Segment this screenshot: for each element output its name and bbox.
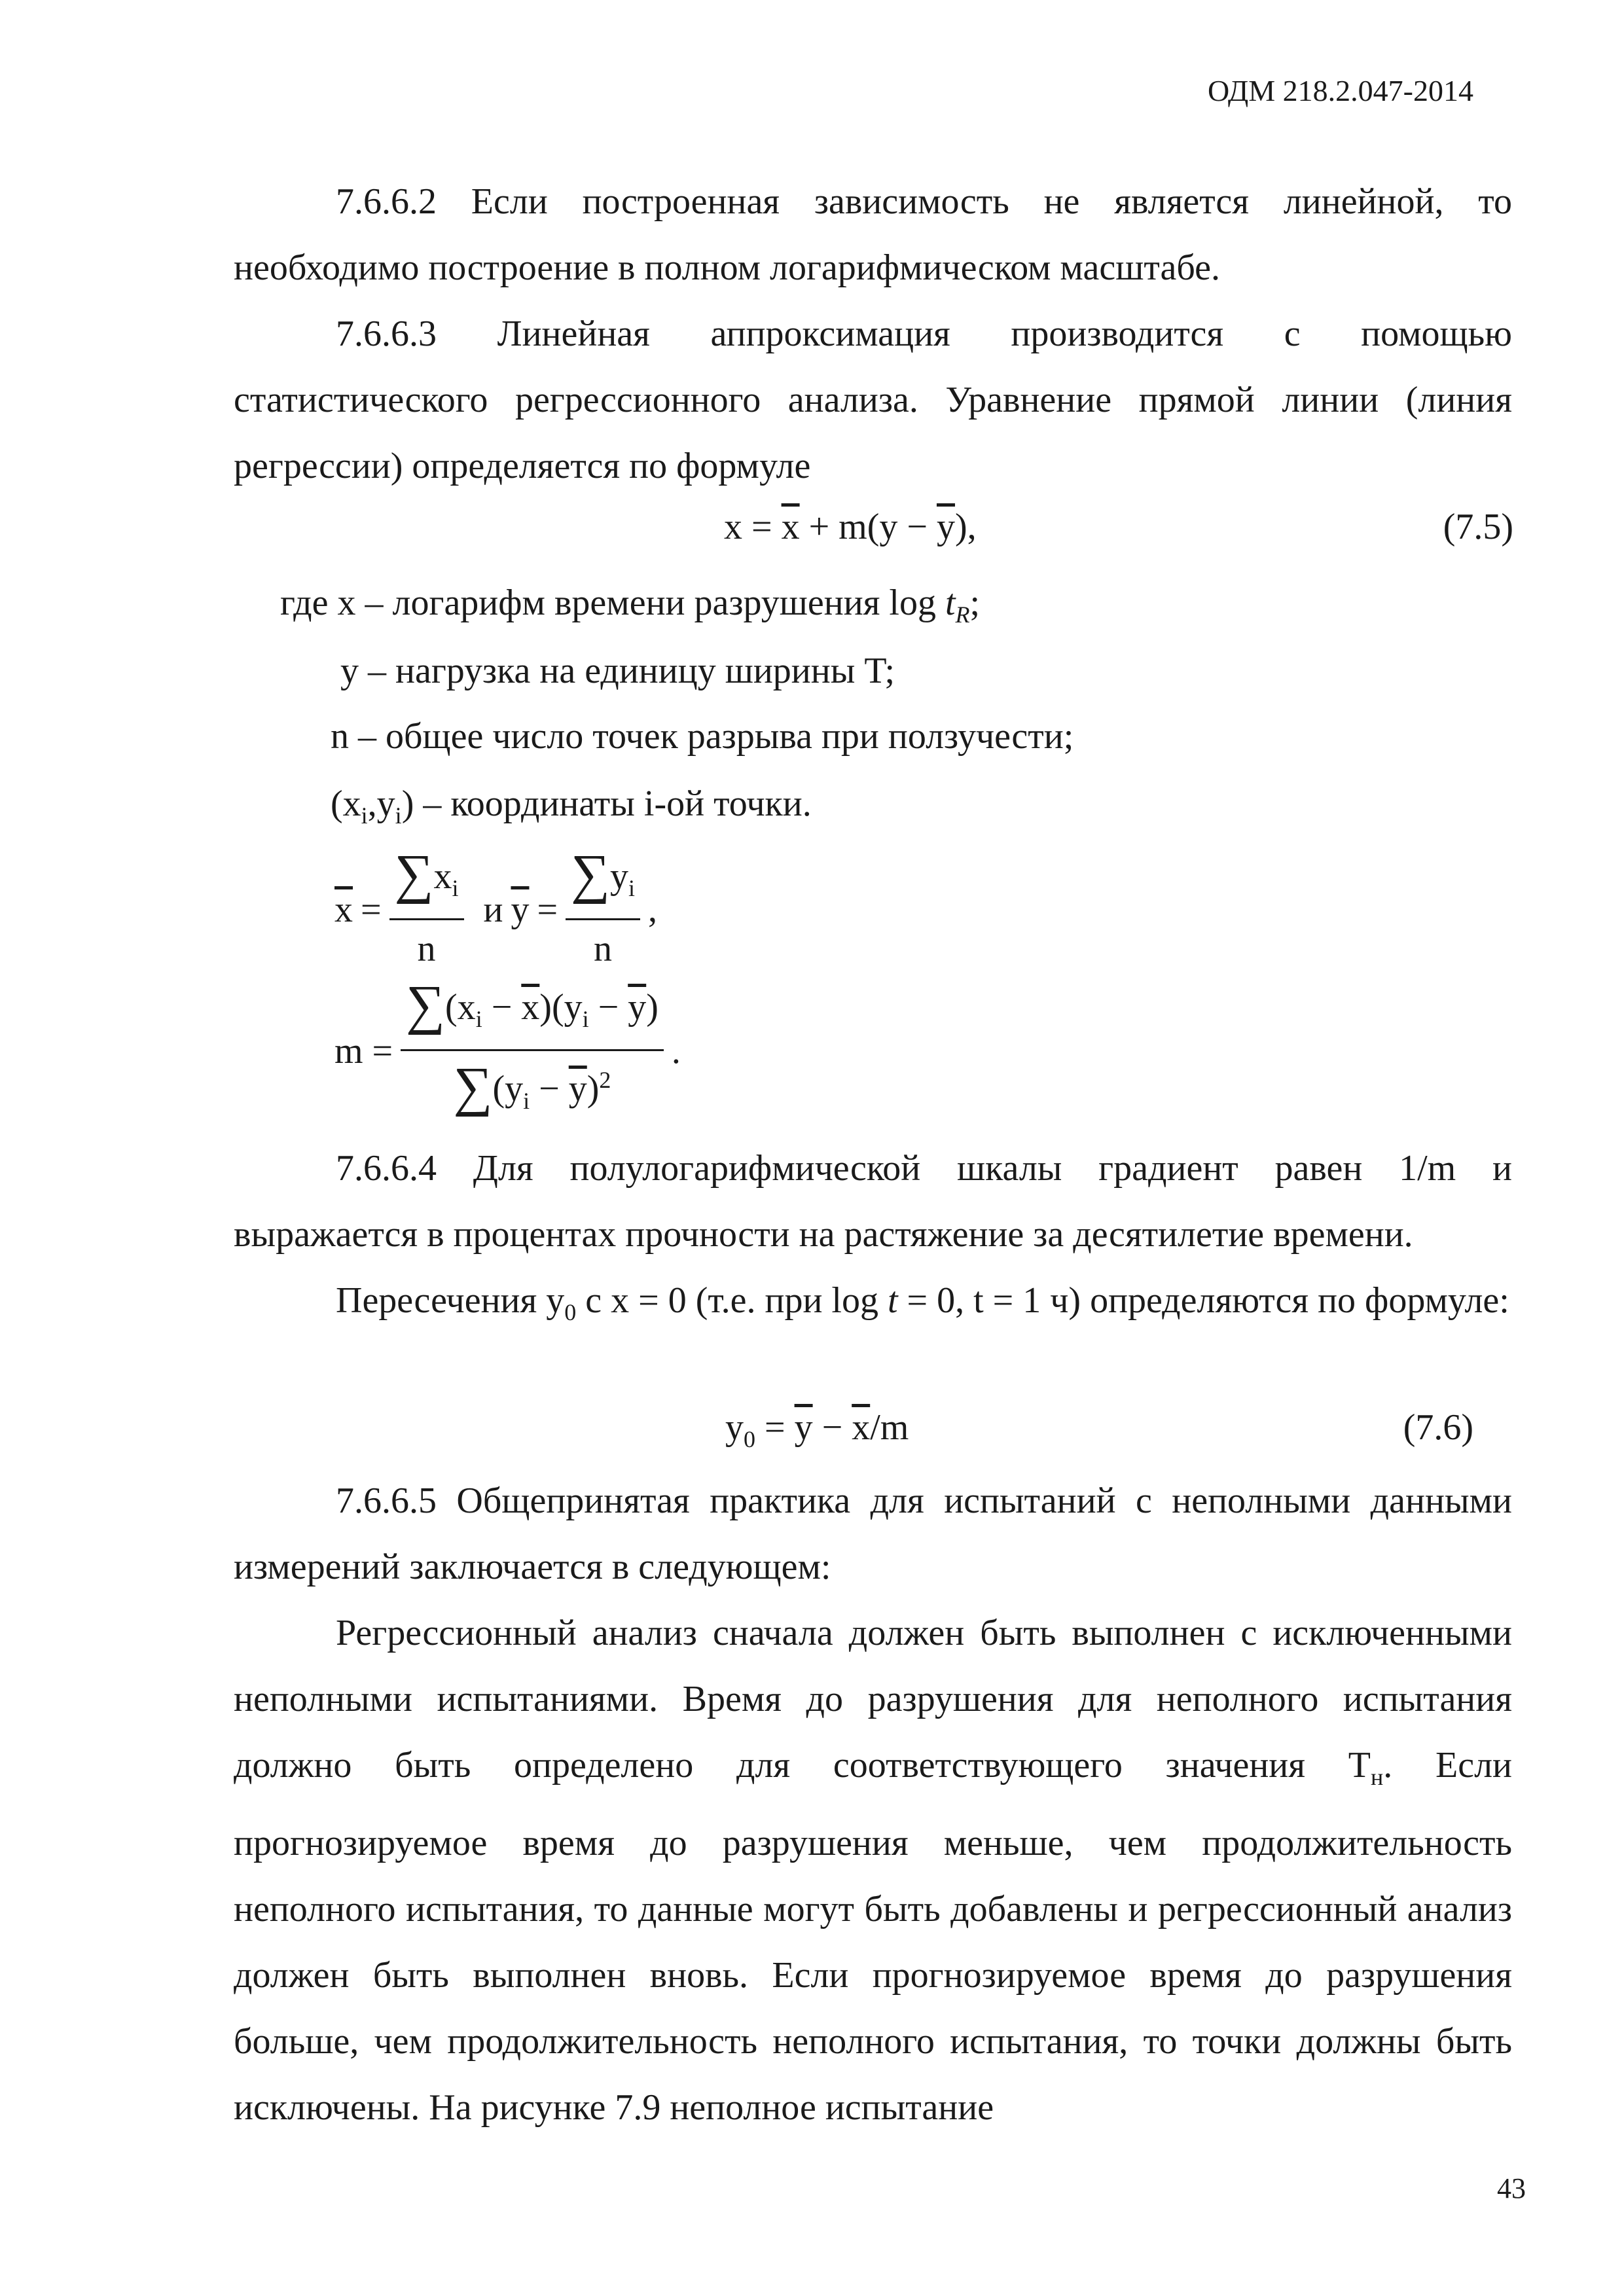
- document-code-header: ОДМ 218.2.047-2014: [1207, 74, 1473, 107]
- fraction-y-mean: $\frac{\sum y_i}{n}$: [566, 844, 640, 975]
- paragraph-7-6-6-3: 7.6.6.3 Линейная аппроксимация производится с помощью статистического регрессионного анализа. Уравнение прямой линии (линия регрессии) определяется по формуле: [234, 314, 1512, 486]
- where-line-n: n – общее число точек разрыва при ползучести;: [331, 716, 1074, 757]
- where-line-y: y – нагрузка на единицу ширины T;: [340, 651, 895, 691]
- fraction-slope: $\frac{\sum(x_i - \overline{x})(y_i - \overline{y})}{\sum(y_i - \overline{y})^2}$: [401, 975, 664, 1127]
- equation-7-6: $y_0 = \overline{y} - \overline{x}/m$: [725, 1407, 909, 1453]
- equation-7-5: $x = \overline{x} + m(y - \overline{y})$,: [724, 507, 977, 547]
- paragraph-intersections: Пересечения $y_0$ с x = 0 (т.е. при log t = 0, t = 1 ч) определяются по формуле:: [336, 1280, 1509, 1326]
- where-line-x: где x – логарифм времени разрушения $\log t_R$;: [280, 583, 981, 628]
- paragraph-7-6-6-2: 7.6.6.2 Если построенная зависимость не является линейной, то необходимо построение в полном логарифмическом масштабе.: [234, 181, 1512, 288]
- slope-formula: m = $\frac{\sum(x_i - \overline{x})(y_i - \overline{y})}{\sum(y_i - \overline{y})^2}$ .: [331, 975, 685, 1127]
- paragraph-regression-analysis: Регрессионный анализ сначала должен быть выполнен с исключенными неполными испытаниями. Время до разрушения для неполного испытания должно быть определено для соответствующего значения $T_н$. Если прогнозируемое время до разрушения меньше, чем продолжительность неполного испытания, то данные могут быть добавлены и регрессионный анализ должен быть выполнен вновь. Если прогнозируемое время до разрушения больше, чем продолжительность неполного испытания, то точки должны быть исключены. На рисунке 7.9 неполное испытание: [234, 1613, 1512, 2128]
- where-line-coordinates: $(x_i,y_i)$ – координаты i-ой точки.: [331, 783, 812, 829]
- paragraph-7-6-6-5: 7.6.6.5 Общепринятая практика для испытаний с неполными данными измерений заключается в следующем:: [234, 1480, 1512, 1587]
- mean-formulas: $\overline{x}$ = $\frac{\sum x_i}{n}$ и $\overline{y}$ = $\frac{\sum y_i}{n}$ ,: [331, 844, 661, 975]
- fraction-x-mean: $\frac{\sum x_i}{n}$: [389, 844, 464, 975]
- paragraph-7-6-6-4: 7.6.6.4 Для полулогарифмической шкалы градиент равен 1/m и выражается в процентах прочности на растяжение за десятилетие времени.: [234, 1148, 1512, 1255]
- equation-number-7-6: (7.6): [1403, 1407, 1473, 1448]
- page-number: 43: [1497, 2172, 1526, 2204]
- equation-number-7-5: (7.5): [1443, 507, 1513, 547]
